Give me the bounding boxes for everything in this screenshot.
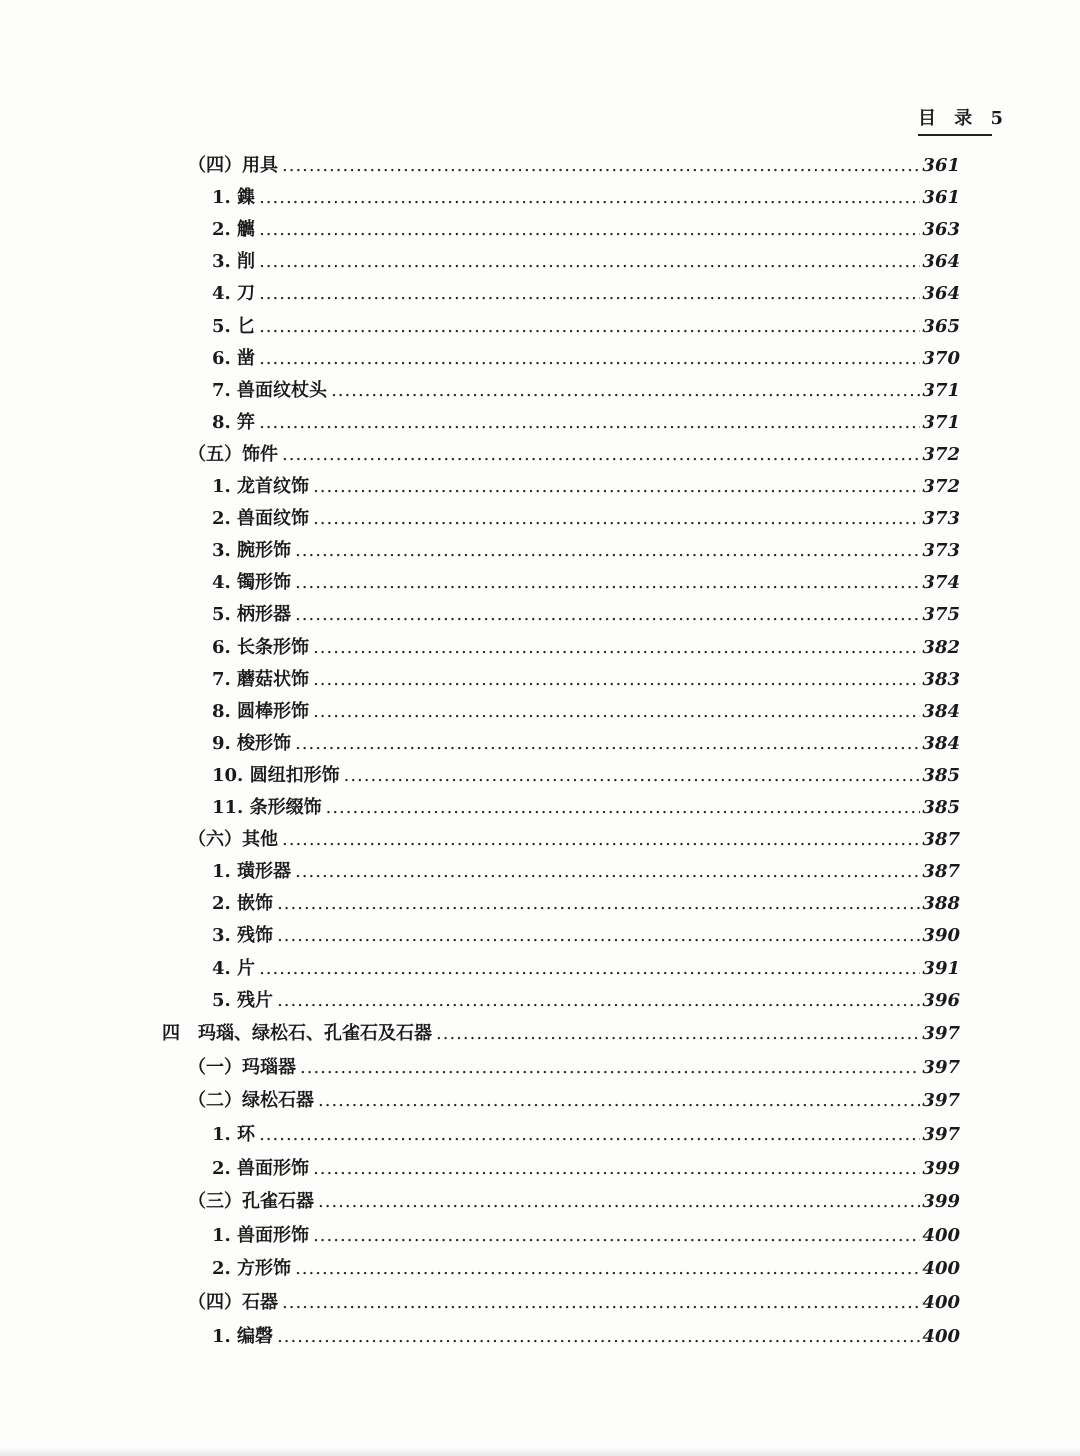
toc-entry-label: 5. 匕 (212, 315, 256, 337)
toc-entry-label: （四）用具 (188, 155, 278, 176)
dot-leader (259, 219, 920, 240)
toc-entry[interactable] (212, 889, 960, 921)
toc-entry-page: 397 (922, 1023, 960, 1045)
dot-leader (259, 316, 920, 337)
dot-leader (295, 861, 920, 882)
dot-leader (282, 1292, 920, 1313)
toc-entry-page: 373 (922, 540, 960, 562)
toc-entry-page: 361 (922, 155, 960, 176)
toc-entry-label: 8. 笄 (212, 411, 256, 433)
toc-entry-label: 2. 嵌饰 (212, 893, 274, 915)
toc-entry[interactable] (162, 1019, 960, 1051)
toc-entry-label: 3. 腕形饰 (212, 540, 292, 562)
toc-entry-label: 5. 柄形器 (212, 604, 292, 626)
dot-leader (282, 444, 920, 465)
toc-entry-label: 9. 梭形饰 (212, 732, 292, 754)
dot-leader (259, 958, 920, 979)
toc-entry-page: 397 (922, 1124, 960, 1145)
toc-entry[interactable] (212, 1221, 960, 1253)
toc-entry-page: 364 (922, 283, 960, 305)
dot-leader (313, 637, 920, 658)
toc-entry[interactable] (212, 986, 960, 1018)
dot-leader (259, 283, 920, 304)
dot-leader (436, 1023, 920, 1044)
dot-leader (277, 1326, 920, 1347)
dot-leader (313, 476, 920, 497)
toc-entry[interactable] (188, 151, 960, 183)
toc-entry[interactable] (212, 761, 960, 793)
toc-entry[interactable] (188, 440, 960, 472)
toc-entry-label: 2. 兽面纹饰 (212, 508, 310, 530)
dot-leader (282, 829, 920, 850)
toc-entry-page: 364 (922, 251, 960, 273)
toc-entry-page: 371 (922, 379, 960, 401)
toc-entry-label: （一）玛瑙器 (188, 1056, 296, 1078)
toc-entry[interactable] (212, 183, 960, 215)
dot-leader (259, 187, 920, 208)
toc-entry-label: 6. 长条形饰 (212, 636, 310, 658)
toc-entry-label: （六）其他 (188, 829, 278, 851)
toc-entry[interactable] (188, 1053, 960, 1085)
toc-entry[interactable] (188, 1288, 960, 1320)
toc-entry-label: 2. 兽面形饰 (212, 1157, 310, 1179)
toc-entry-page: 387 (922, 829, 960, 851)
toc-entry-page: 399 (922, 1191, 960, 1213)
toc-entry-label: 4. 片 (212, 957, 256, 979)
toc-entry[interactable] (212, 600, 960, 632)
toc-entry[interactable] (212, 279, 960, 311)
dot-leader (344, 765, 921, 786)
toc-entry-page: 383 (922, 668, 960, 690)
dot-leader (313, 1225, 920, 1246)
dot-leader (295, 540, 920, 561)
toc-entry-page: 387 (922, 861, 960, 883)
toc-entry[interactable] (212, 312, 960, 344)
toc-entry-label: 1. 兽面形饰 (212, 1224, 310, 1246)
toc-entry-page: 388 (922, 893, 960, 915)
toc-entry-page: 382 (922, 636, 960, 658)
toc-entry-label: 四 玛瑙、绿松石、孔雀石及石器 (162, 1023, 432, 1045)
dot-leader (331, 380, 920, 401)
toc-entry-page: 371 (922, 411, 960, 433)
toc-entry-page: 400 (922, 1224, 960, 1246)
toc-entry-label: 8. 圆棒形饰 (212, 700, 310, 722)
toc-entry-label: 2. 觽 (212, 219, 256, 241)
toc-entry-label: 1. 环 (212, 1124, 256, 1145)
toc-entry[interactable] (212, 1120, 960, 1152)
toc-entry-label: （二）绿松石器 (188, 1090, 314, 1112)
dot-leader (295, 1258, 920, 1279)
toc-entry-label: （五）饰件 (188, 443, 278, 465)
toc-entry-page: 370 (922, 347, 960, 369)
dot-leader (277, 893, 920, 914)
toc-entry[interactable] (188, 825, 960, 857)
toc-entry-label: 7. 蘑菇状饰 (212, 668, 310, 690)
dot-leader (259, 251, 920, 272)
toc-entry[interactable] (212, 472, 960, 504)
toc-entry-label: 5. 残片 (212, 989, 274, 1011)
toc-entry-label: 7. 兽面纹杖头 (212, 379, 328, 401)
toc-entry-page: 363 (922, 219, 960, 241)
toc-entry-label: 6. 凿 (212, 347, 256, 369)
toc-entry-label: 11. 条形缀饰 (212, 797, 322, 818)
toc-entry-label: （三）孔雀石器 (188, 1191, 314, 1213)
toc-entry[interactable] (188, 1086, 960, 1118)
toc-entry[interactable] (212, 954, 960, 986)
running-header: 目 录 5 (918, 104, 992, 136)
toc-entry[interactable] (212, 633, 960, 665)
toc-entry-page: 399 (922, 1157, 960, 1179)
dot-leader (318, 1090, 920, 1111)
toc-entry-page: 384 (922, 732, 960, 754)
dot-leader (277, 990, 920, 1011)
toc-entry-page: 397 (922, 1090, 960, 1112)
dot-leader (300, 1057, 920, 1078)
toc-entry-label: 1. 鏶 (212, 187, 256, 209)
toc-entry-page: 374 (922, 572, 960, 594)
toc-entry[interactable] (212, 376, 960, 408)
toc-entry-page: 365 (922, 315, 960, 337)
toc-entry-page: 372 (922, 443, 960, 465)
toc-entry[interactable] (212, 665, 960, 697)
dot-leader (313, 508, 920, 529)
toc-entry-page: 361 (922, 187, 960, 209)
toc-entry-label: 1. 编磬 (212, 1325, 274, 1347)
toc-entry-label: 4. 刀 (212, 283, 256, 305)
toc-entry-page: 385 (922, 797, 960, 818)
toc-entry[interactable] (212, 857, 960, 889)
dot-leader (313, 669, 920, 690)
toc-entry[interactable] (212, 1154, 960, 1186)
toc-entry[interactable] (212, 247, 960, 279)
toc-entry[interactable] (212, 729, 960, 761)
toc-entry[interactable] (212, 504, 960, 536)
toc-entry-label: 3. 削 (212, 251, 256, 273)
toc-entry[interactable] (212, 215, 960, 247)
dot-leader (295, 604, 920, 625)
toc-entry-label: 1. 龙首纹饰 (212, 476, 310, 497)
toc-entry[interactable] (212, 793, 960, 825)
toc-entry-label: 1. 璜形器 (212, 861, 292, 883)
toc-entry-label: 4. 镯形饰 (212, 572, 292, 594)
toc-entry-label: （四）石器 (188, 1292, 278, 1313)
toc-entry-page: 397 (922, 1056, 960, 1078)
dot-leader (313, 1158, 920, 1179)
dot-leader (326, 797, 921, 818)
dot-leader (277, 925, 920, 946)
toc-entry-label: 3. 残饰 (212, 925, 274, 947)
toc-entry-page: 396 (922, 989, 960, 1011)
toc-entry-page: 400 (922, 1258, 960, 1280)
toc-entry-page: 373 (922, 508, 960, 530)
toc-entry-page: 372 (922, 476, 960, 497)
dot-leader (313, 701, 920, 722)
dot-leader (295, 733, 920, 754)
toc-entry[interactable] (212, 1322, 960, 1354)
toc-entry-page: 375 (922, 604, 960, 626)
toc-entry-label: 10. 圆纽扣形饰 (212, 764, 340, 786)
toc-entry[interactable] (188, 1187, 960, 1219)
toc-entry-page: 384 (922, 700, 960, 722)
toc-entry[interactable] (212, 921, 960, 953)
dot-leader (259, 348, 920, 369)
dot-leader (318, 1191, 920, 1212)
toc-entry[interactable] (212, 536, 960, 568)
dot-leader (295, 572, 920, 593)
toc-entry-page: 400 (922, 1292, 960, 1313)
dot-leader (282, 155, 920, 176)
toc-entry-page: 391 (922, 957, 960, 979)
dot-leader (259, 1124, 920, 1145)
toc-entry[interactable] (212, 568, 960, 600)
toc-entry[interactable] (212, 697, 960, 729)
toc-entry-page: 400 (922, 1325, 960, 1347)
scan-edge-shadow (0, 1446, 1080, 1456)
toc-entry[interactable] (212, 408, 960, 440)
toc-entry-label: 2. 方形饰 (212, 1258, 292, 1280)
toc-entry-page: 385 (922, 764, 960, 786)
dot-leader (259, 412, 920, 433)
toc-entry[interactable] (212, 1254, 960, 1286)
toc-entry[interactable] (212, 344, 960, 376)
toc-entry-page: 390 (922, 925, 960, 947)
